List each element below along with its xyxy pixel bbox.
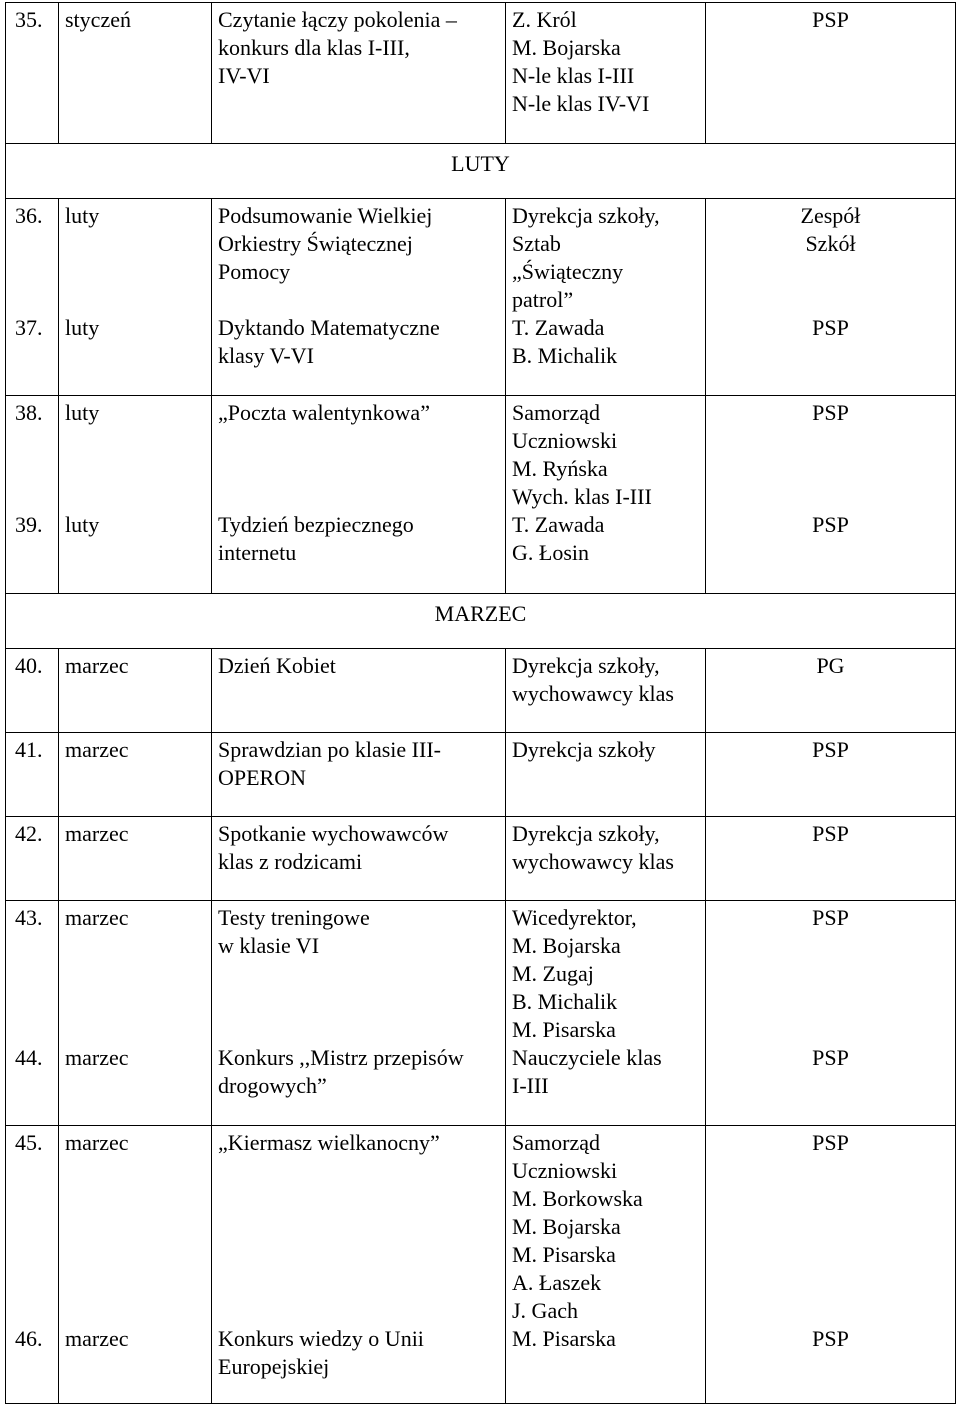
place-cell: Zespół Szkół PSP [706, 199, 956, 396]
place-cell: PSP PSP [706, 1126, 956, 1404]
responsible-line: N-le klas I-III [512, 63, 635, 88]
event-cell: Podsumowanie Wielkiej Orkiestry Świątecznej Pomocy Dyktando Matematyczne klasy V-VI [212, 199, 506, 396]
responsible-cell: Samorząd Uczniowski M. Ryńska Wych. klas I-III T. Zawada G. Łosin [506, 396, 706, 594]
responsible-cell: Wicedyrektor, M. Bojarska M. Zugaj B. Michalik M. Pisarska Nauczyciele klas I-III [506, 901, 706, 1126]
place-cell: PSP [706, 817, 956, 901]
month-cell: marzec [59, 649, 212, 733]
place-cell: PSP PSP [706, 396, 956, 594]
month-cell: marzec [59, 733, 212, 817]
responsible-line: N-le klas IV-VI [512, 91, 650, 116]
month-heading-row [6, 144, 956, 199]
place-cell: PG [706, 649, 956, 733]
event-cell: Dzień Kobiet [212, 649, 506, 733]
row-number: 42. [6, 817, 59, 901]
table-row [6, 199, 956, 396]
event-line: IV-VI [218, 63, 270, 88]
event-cell: Sprawdzian po klasie III- OPERON [212, 733, 506, 817]
table-row [6, 901, 956, 1126]
responsible-cell: Dyrekcja szkoły, wychowawcy klas [506, 649, 706, 733]
month-cell: luty luty [59, 199, 212, 396]
responsible-line: Z. Król [512, 7, 577, 32]
table-row [6, 817, 956, 901]
responsible-line: M. Bojarska [512, 35, 621, 60]
event-cell: Testy treningowe w klasie VI Konkurs ,,Mistrz przepisów drogowych” [212, 901, 506, 1126]
month-heading: MARZEC [6, 594, 956, 649]
event-cell [212, 3, 506, 144]
month-cell: marzec marzec [59, 901, 212, 1126]
month-cell: luty luty [59, 396, 212, 594]
event-line: konkurs dla klas I-III, [218, 35, 410, 60]
row-number: 40. [6, 649, 59, 733]
month-heading-row [6, 594, 956, 649]
event-cell: Spotkanie wychowawców klas z rodzicami [212, 817, 506, 901]
row-number: 41. [6, 733, 59, 817]
responsible-cell: Samorząd Uczniowski M. Borkowska M. Bojarska M. Pisarska A. Łaszek J. Gach M. Pisarska [506, 1126, 706, 1404]
table-row [6, 396, 956, 594]
place-cell: PSP [706, 3, 956, 144]
table-row [6, 1126, 956, 1404]
month-cell: marzec marzec [59, 1126, 212, 1404]
table-row [6, 733, 956, 817]
row-number: 36. 37. [6, 199, 59, 396]
month-heading: LUTY [6, 144, 956, 199]
month-cell: styczeń [59, 3, 212, 144]
responsible-cell [506, 3, 706, 144]
month-cell: marzec [59, 817, 212, 901]
place-cell: PSP [706, 733, 956, 817]
row-number: 45. 46. [6, 1126, 59, 1404]
responsible-cell: Dyrekcja szkoły, Sztab „Świąteczny patrol” T. Zawada B. Michalik [506, 199, 706, 396]
responsible-cell: Dyrekcja szkoły [506, 733, 706, 817]
schedule-table [5, 2, 956, 1404]
row-number: 35. [6, 3, 59, 144]
table-row [6, 649, 956, 733]
table-row [6, 3, 956, 144]
event-cell: „Kiermasz wielkanocny” Konkurs wiedzy o Unii Europejskiej [212, 1126, 506, 1404]
responsible-cell: Dyrekcja szkoły, wychowawcy klas [506, 817, 706, 901]
place-cell: PSP PSP [706, 901, 956, 1126]
event-line: Czytanie łączy pokolenia – [218, 7, 457, 32]
row-number: 38. 39. [6, 396, 59, 594]
row-number: 43. 44. [6, 901, 59, 1126]
event-cell: „Poczta walentynkowa” Tydzień bezpiecznego internetu [212, 396, 506, 594]
